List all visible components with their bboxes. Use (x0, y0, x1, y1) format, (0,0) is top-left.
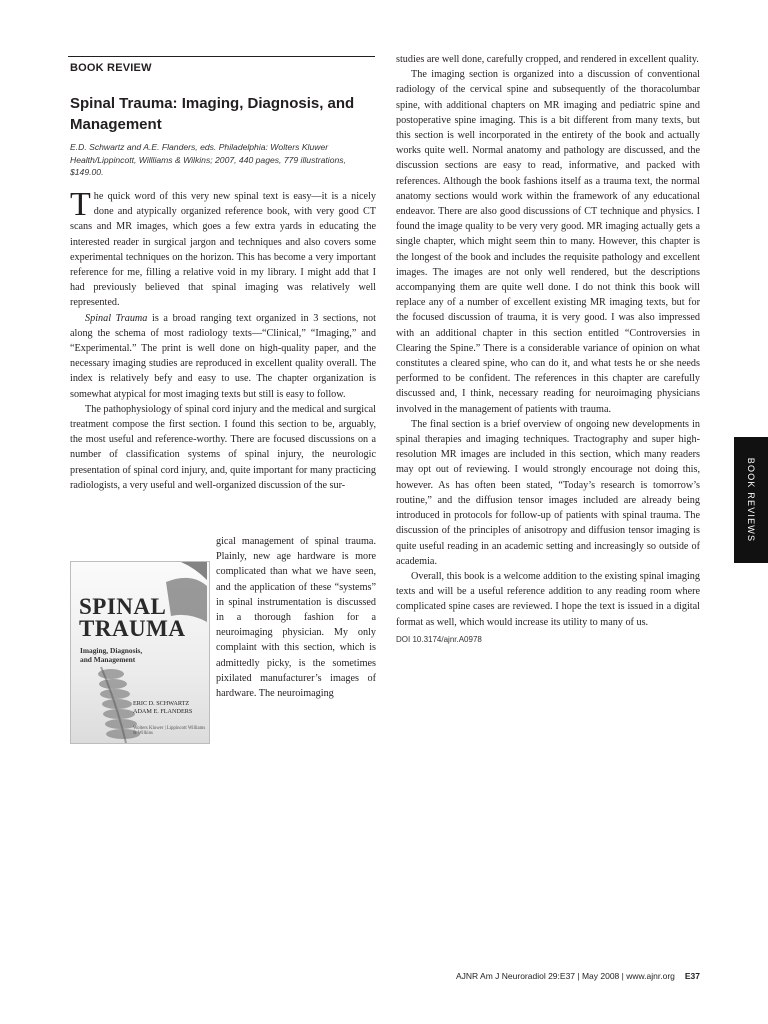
cover-title-line1: SPINAL (79, 594, 167, 619)
book-citation: E.D. Schwartz and A.E. Flanders, eds. Philadelphia: Wolters Kluwer Health/Lippincott, Willliams & Wilkins; 2007, 440 pages, 779 illustrations, $149.00. (70, 142, 346, 178)
paragraph-conclusion: Overall, this book is a welcome addition to the existing spinal imaging texts and will be a useful reference addition to any reading room where complicated spine cases are reviewed. I hope the text is issued in a digital format as well, which would increase its utility to many of us. (396, 570, 700, 628)
cover-title (79, 596, 186, 640)
paragraph-pathophysiology: The pathophysiology of spinal cord injury and the medical and surgical treatment compose the first section. I found this section to be, arguably, the most useful and reference-worthy. There are focused discussions on a number of classification systems of spinal injury, the neurologic presentation of spinal cord injury, and, quite important for many practicing radiologists, a very useful and well-organized discussion of the sur- (70, 403, 376, 491)
left-column (70, 186, 376, 493)
intro-paragraph (70, 186, 376, 311)
cover-authors (133, 700, 192, 715)
side-tab (734, 437, 768, 563)
paragraph-continued: studies are well done, carefully cropped, and rendered in excellent quality. (396, 54, 699, 65)
section-label: BOOK REVIEW (70, 62, 152, 74)
doi-link[interactable]: DOI 10.3174/ajnr.A0978 (396, 634, 482, 644)
book-cover-image (70, 561, 210, 744)
cover-subtitle (80, 646, 142, 664)
wrapped-column (216, 534, 376, 701)
right-column (396, 52, 700, 647)
book-title-italic: Spinal Trauma (85, 312, 148, 324)
footer-citation: AJNR Am J Neuroradiol 29:E37 | May 2008 | www.ajnr.org (455, 971, 675, 981)
organization-text: is a broad ranging text organized in 3 sections, not along the schema of most radiology texts—“Clinical,” “Imaging,” and “Experimental.” The print is well done on high-quality paper, and the necessary imaging studies are reproduced in excellent quality overall. The index is relatively befy and easy to use. The chapter organization is somewhat atypical for most imaging texts but still is easy to follow. (70, 312, 376, 400)
cover-subtitle-line1: Imaging, Diagnosis, (80, 646, 143, 655)
cover-publisher: Wolters Kluwer | Lippincott Williams & Wilkins (133, 726, 206, 736)
intro-text: he quick word of this very new spinal text is easy—it is a nicely done and atypically organized reference book, with very good CT scans and MR images, which goes a few extra yards in educating the interested reader in surgical jargon and techniques and also covers some experimental techniques on the horizon. This has become a very important reference for me, filling a relative void in my library. I might add that I had previously believed that spinal imaging was relatively well represented. (70, 191, 376, 309)
side-tab-label: BOOK REVIEWS (746, 457, 756, 543)
page-footer (456, 971, 700, 981)
paragraph-surgical-management: gical management of spinal trauma. Plainly, new age hardware is more complicated than what we have seen, and the application of these “systems” in spinal instrumentation is discussed in a thorough fashion for a neuroimaging physician. My only complaint with this section, which is admittedly picky, is the sometimes pixilated manufacturer’s images of hardware. The neuroimaging (216, 536, 376, 700)
paragraph-imaging-section: The imaging section is organized into a discussion of conventional radiology of the cervical spine and subsequently of the thoracolumbar spine, with additional chapters on MR imaging and pediatric spine and postoperative spine imaging. This is a bit different from many texts, but this section is well incorporated in the entirety of the book and actually works quite well. Normal anatomy and pathology are discussed, and the discussion sections are easy to read, informative, and packed with references. Although the book fashions itself as a trauma text, the normal anatomy sections would work within the framework of any educational endeavor. There are also good discussions of CT technique and physics. I found the image quality to be very very good. MR imaging actually gets a single chapter, which might seem thin to many. However, this chapter is the longest of the book and includes the requisite pathology and excellent images. The images are not only well rendered, but the descriptions accompanying them are quite well done. I do not think this book will replace any of a number of excellent existing MR imaging texts, but for the focused discussion of trauma, it is very good. I was also impressed with an additional chapter in this section entitled “Controversies in Clearing the Spine.” There is a considerable variance of opinion on what constitutes a cleared spine, who can do it, and what tests he or she needs performed to be confident. The references in this chapter are carefully discussed and, I think, necessary reading for neuroimaging physicians involved in the management of patients with trauma. (396, 69, 700, 415)
drop-cap: T (70, 186, 91, 223)
page-number: E37 (684, 971, 700, 981)
cover-author2: ADAM E. FLANDERS (133, 707, 193, 715)
header-rule (68, 56, 375, 57)
article-title: Spinal Trauma: Imaging, Diagnosis, and Management (70, 95, 355, 133)
cover-subtitle-line2: and Management (80, 655, 136, 664)
paragraph-organization (70, 311, 376, 402)
cover-title-line2: TRAUMA (79, 616, 186, 641)
paragraph-final-section: The final section is a brief overview of ongoing new developments in spinal therapies and imaging techniques. Tractography and super high-resolution MR images are included in this section, which many readers may opt out of reviewing. I would strongly encourage not doing this, however. As has often been stated, “Today’s research is tomorrow’s routine,” and the diffusion tensor images included are already being introduced in protocols for follow-up of patients with spinal trauma. The discussion of the principles of anisotropy and diffusion tensor imaging is quite useful reading in an academic setting and increasingly so outside of academia. (396, 418, 700, 567)
cover-author1: ERIC D. SCHWARTZ (133, 700, 190, 707)
